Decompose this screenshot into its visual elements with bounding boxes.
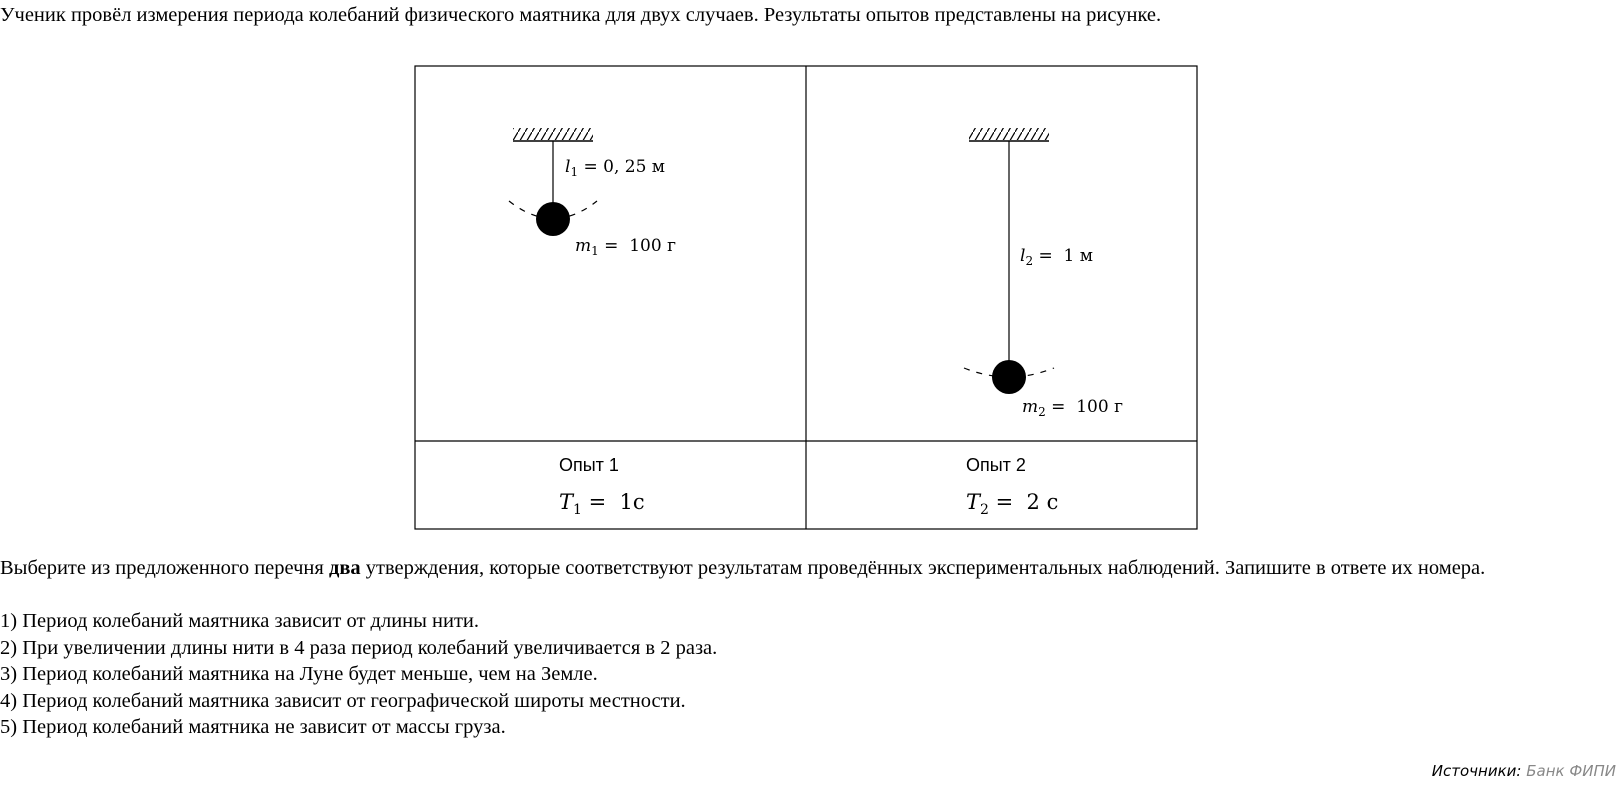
bob-2	[992, 360, 1026, 394]
option-4: 4) Период колебаний маятника зависит от географической широты местности.	[0, 689, 686, 712]
answer-options	[0, 608, 717, 741]
experiment-caption-2: Опыт 2	[966, 455, 1026, 475]
emphasis-word: два	[328, 557, 361, 579]
option-2: 2) При увеличении длины нити в 4 раза период колебаний увеличивается в 2 раза.	[0, 636, 718, 659]
experiment-caption-1: Опыт 1	[559, 455, 619, 475]
length-label-1: $l_1 = 0$, 25 м	[565, 157, 666, 179]
source-line	[1432, 762, 1616, 780]
option-5: 5) Период колебаний маятника не зависит от массы груза.	[0, 716, 506, 738]
ceiling-2-hatch	[969, 128, 1049, 140]
ceiling-1-hatch	[513, 128, 593, 140]
mass-label-2: $m_2 = 100$ г	[1022, 397, 1123, 419]
option-1: 1) Период колебаний маятника зависит от длины нити.	[0, 610, 480, 632]
option-3: 3) Период колебаний маятника на Луне будет меньше, чем на Земле.	[0, 663, 598, 685]
source-label: Источники:	[1431, 762, 1527, 780]
intro-text: Ученик провёл измерения периода колебаний физического маятника для двух случаев. Результаты опытов представлены на рисунке.	[0, 4, 1162, 26]
bob-1	[536, 202, 570, 236]
period-label-2: $T_2 = 2$ с	[966, 490, 1059, 518]
length-label-2: $l_2 = 1$ м	[1020, 246, 1093, 268]
source-link[interactable]: Банк ФИПИ	[1526, 762, 1616, 780]
question-text: Выберите из предложенного перечня два утверждения, которые соответствуют результатам проведённых экспериментальных наблюдений. Запишите в ответе их номера.	[0, 557, 1486, 579]
pendulum-1	[509, 128, 597, 236]
mass-label-1: $m_1 = 100$ г	[575, 236, 676, 258]
period-label-1: $T_1 = 1с$	[559, 490, 645, 518]
